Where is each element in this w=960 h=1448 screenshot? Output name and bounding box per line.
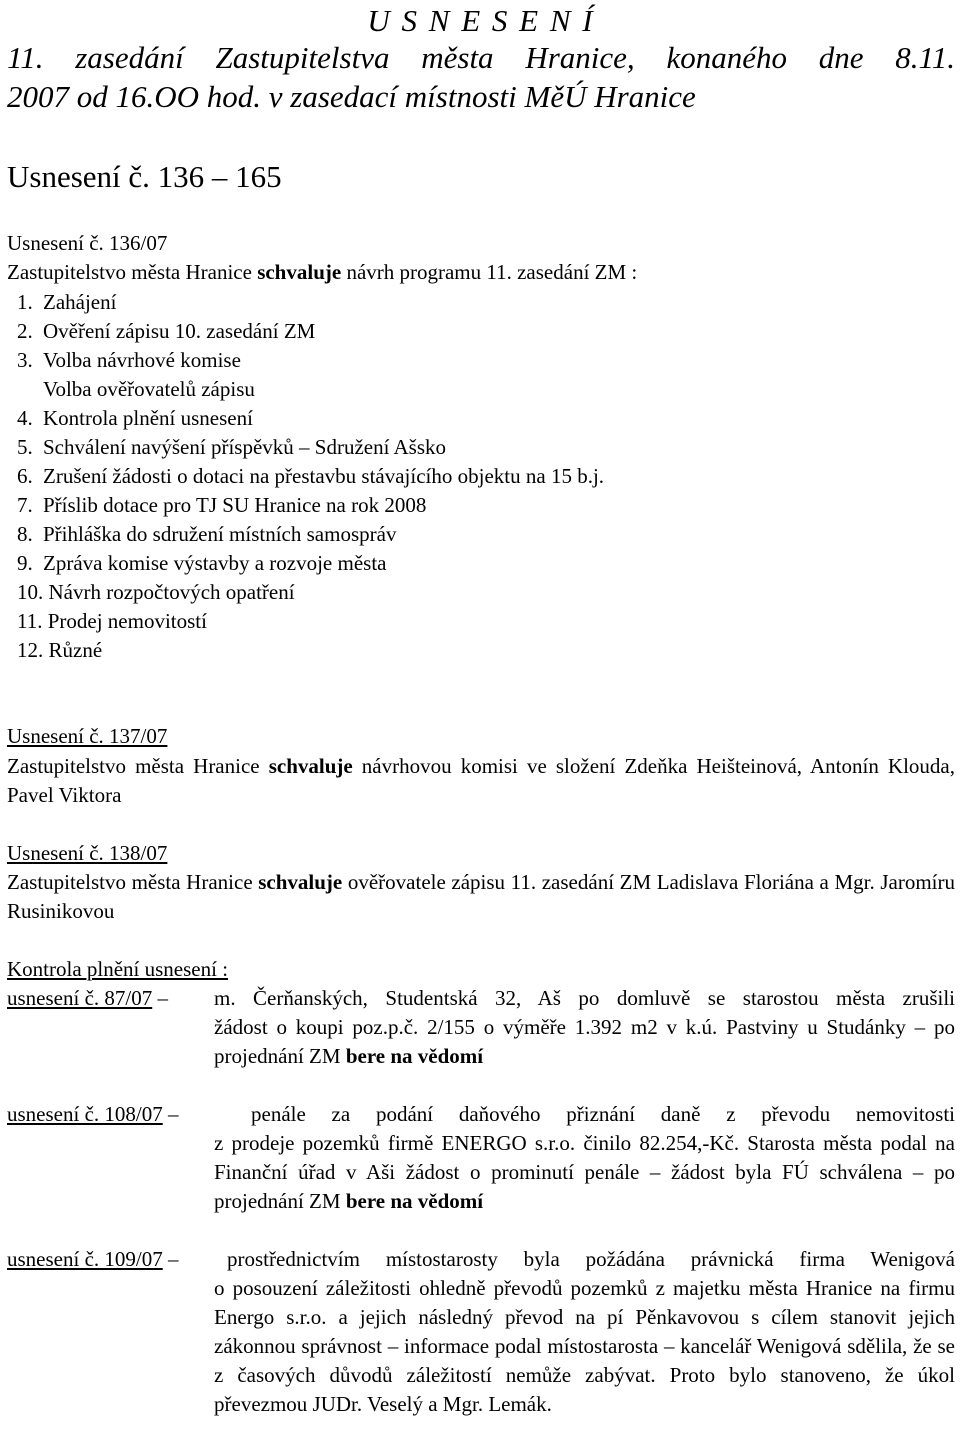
control-first-line: prostřednictvím místostarosty byla požádána právnická firma Wenigová [227,1247,955,1271]
resolution-subject: Zastupitelstvo města Hranice [7,260,258,284]
meeting-header-line-2: 2007 od 16.OO hod. v zasedací místnosti MěÚ Hranice [7,79,696,114]
program-item: 11. Prodej nemovitostí [17,609,207,633]
resolution-text: Zastupitelstvo města Hranice schvaluje ověřovatele zápisu 11. zasedání ZM Ladislava Floriána a Mgr. Jaromíru Rusinikovou [7,870,955,923]
resolution-object: návrh programu 11. zasedání ZM : [341,260,638,284]
control-first-line: penále za podání daňového přiznání daně z převodu nemovitosti [251,1102,955,1126]
resolution-number: Usnesení č. 136/07 [7,231,168,255]
program-item: 3. Volba návrhové komise [17,348,241,372]
program-item: 10. Návrh rozpočtových opatření [17,580,295,604]
program-item: 7. Příslib dotace pro TJ SU Hranice na rok 2008 [17,493,427,517]
resolution-text: Zastupitelstvo města Hranice schvaluje návrhovou komisi ve složení Zdeňka Heišteinová, Antonín Klouda, Pavel Viktora [7,754,955,807]
program-item: 12. Různé [17,638,103,662]
control-text: žádost o koupi poz.p.č. 2/155 o výměře 1.392 m2 v k.ú. Pastviny u Studánky – po projednání ZM bere na vědomí [214,1015,955,1068]
program-item: 9. Zpráva komise výstavby a rozvoje města [17,551,387,575]
resolution-number: Usnesení č. 138/07 [7,841,168,865]
control-ref: usnesení č. 108/07 [7,1102,163,1126]
control-item: usnesení č. 108/07 – penále za podání daňového přiznání daně z převodu nemovitosti z prodeje pozemků firmě ENERGO s.r.o. činilo 82.254,-Kč. Starosta města podal na Finanční úřad v Aši žádost o prominutí penále – žádost byla FÚ schválena – po projednání ZM bere na vědomí [7,1100,955,1220]
control-item: usnesení č. 87/07 – m. Čerňanských, Studentská 32, Aš po domluvě se starostou města zrušili žádost o koupi poz.p.č. 2/155 o výměře 1.392 m2 v k.ú. Pastviny u Studánky – po projednání ZM bere na vědomí [7,984,955,1074]
resolution-verb: schvaluje [257,260,342,284]
program-item: 2. Ověření zápisu 10. zasedání ZM [17,319,316,343]
control-text: z prodeje pozemků firmě ENERGO s.r.o. činilo 82.254,-Kč. Starosta města podal na Finanční úřad v Aši žádost o prominutí penále – žádost byla FÚ schválena – po projednání ZM bere na vědomí [214,1131,955,1213]
program-item: 1. Zahájení [17,290,117,314]
program-item: 6. Zrušení žádosti o dotaci na přestavbu stávajícího objektu na 15 b.j. [17,464,605,488]
program-item: 5. Schválení navýšení příspěvků – Sdružení Ašsko [17,435,447,459]
control-first-line: m. Čerňanských, Studentská 32, Aš po domluvě se starostou města zrušili [214,986,955,1010]
resolution-text [7,258,955,287]
meeting-header-line-1: 11. zasedání Zastupitelstva města Hranice, konaného dne 8.11. [7,40,955,75]
program-item: 4. Kontrola plnění usnesení [17,406,253,430]
resolution-range: Usnesení č. 136 – 165 [7,159,282,194]
control-ref: usnesení č. 87/07 [7,986,153,1010]
resolution-number: Usnesení č. 137/07 [7,724,168,748]
control-ref: usnesení č. 109/07 [7,1247,163,1271]
section-heading: Kontrola plnění usnesení : [7,957,229,981]
control-item: usnesení č. 109/07 – prostřednictvím místostarosty byla požádána právnická firma Wenigová o posouzení záležitosti ohledně převodů pozemků z majetku města Hranice na firmu Energo s.r.o. a jejich následný převod na pí Pěnkavovou s cílem stanovit jejich zákonnou správnost – informace podal místostarosta – kancelář Wenigová sdělila, že se z časových důvodů záležitostí nemůže zabývat. Proto bylo stanoveno, že úkol převezmou JUDr. Veselý a Mgr. Lemák. [7,1245,955,1445]
program-item: 8. Přihláška do sdružení místních samospráv [17,522,397,546]
program-item: Volba ověřovatelů zápisu [43,377,255,401]
program-list [17,288,604,665]
document-title: U S N E S E N Í [367,3,595,38]
control-text: o posouzení záležitosti ohledně převodů pozemků z majetku města Hranice na firmu Energo s.r.o. a jejich následný převod na pí Pěnkavovou s cílem stanovit jejich zákonnou správnost – informace podal místostarosta – kancelář Wenigová sdělila, že se z časových důvodů záležitostí nemůže zabývat. Proto bylo stanoveno, že úkol převezmou JUDr. Veselý a Mgr. Lemák. [214,1276,955,1416]
